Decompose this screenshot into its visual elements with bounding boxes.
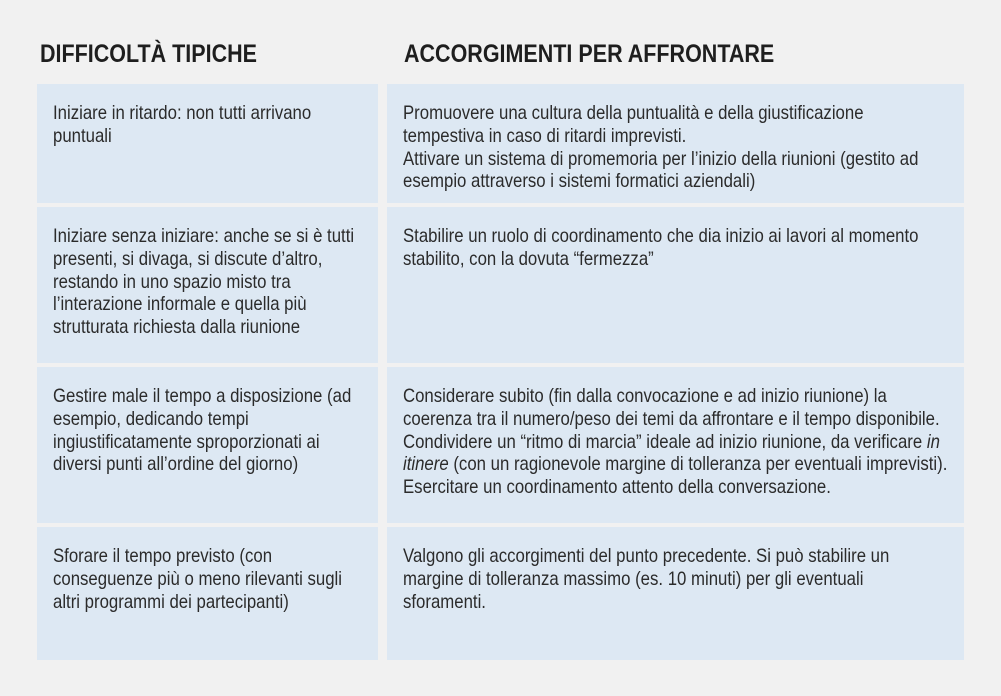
difficulty-cell-2 — [37, 207, 378, 363]
solution-line: Attivare un sistema di promemoria per l’inizio della riunioni (gestito ad esempio attraverso i sistemi formatici aziendali) — [403, 147, 919, 193]
solution-text: Valgono gli accorgimenti del punto precedente. Si può stabilire un margine di tolleranza massimo (es. 10 minuti) per gli eventuali sforamenti. — [403, 545, 890, 613]
header-solutions: ACCORGIMENTI PER AFFRONTARE — [404, 40, 775, 68]
difficulty-text: Gestire male il tempo a disposizione (ad esempio, dedicando tempi ingiustificatamente sproporzionati ai diversi punti all’ordine del giorno) — [53, 385, 352, 476]
solution-text-part: Considerare subito (fin dalla convocazione e ad inizio riunione) la coerenza tra il numero/peso dei temi da affrontare e il tempo disponibile. Condividere un “ritmo di marcia” ideale ad inizio riunione, da verificare — [403, 385, 940, 453]
solution-cell-2 — [387, 207, 964, 363]
solution-line: Promuovere una cultura della puntualità e della giustificazione tempestiva in caso di ritardi imprevisti. — [403, 102, 864, 147]
solution-text: Stabilire un ruolo di coordinamento che dia inizio ai lavori al momento stabilito, con la dovuta “fermezza” — [403, 225, 919, 270]
solution-text — [403, 102, 949, 193]
difficulty-cell-3 — [37, 367, 378, 523]
solution-text-part: (con un ragionevole margine di tolleranza per eventuali imprevisti). Esercitare un coordinamento attento della conversazione. — [403, 453, 948, 499]
difficulty-text: Sforare il tempo previsto (con conseguenze più o meno rilevanti sugli altri programmi dei partecipanti) — [53, 545, 343, 613]
difficulty-text: Iniziare in ritardo: non tutti arrivano puntuali — [53, 102, 312, 147]
difficulty-cell-4 — [37, 527, 378, 660]
solution-cell-4 — [387, 527, 964, 660]
solution-cell-1 — [387, 84, 964, 203]
solution-text — [403, 385, 949, 499]
solution-text-italic: in itinere — [403, 430, 940, 476]
difficulty-text: Iniziare senza iniziare: anche se si è tutti presenti, si divaga, si discute d’altro, restando in uno spazio misto tra l’interazione informale e quella più strutturata richiesta dalla riunione — [53, 225, 355, 339]
difficulty-cell-1 — [37, 84, 378, 203]
header-difficulties: DIFFICOLTÀ TIPICHE — [40, 40, 257, 68]
solution-cell-3 — [387, 367, 964, 523]
